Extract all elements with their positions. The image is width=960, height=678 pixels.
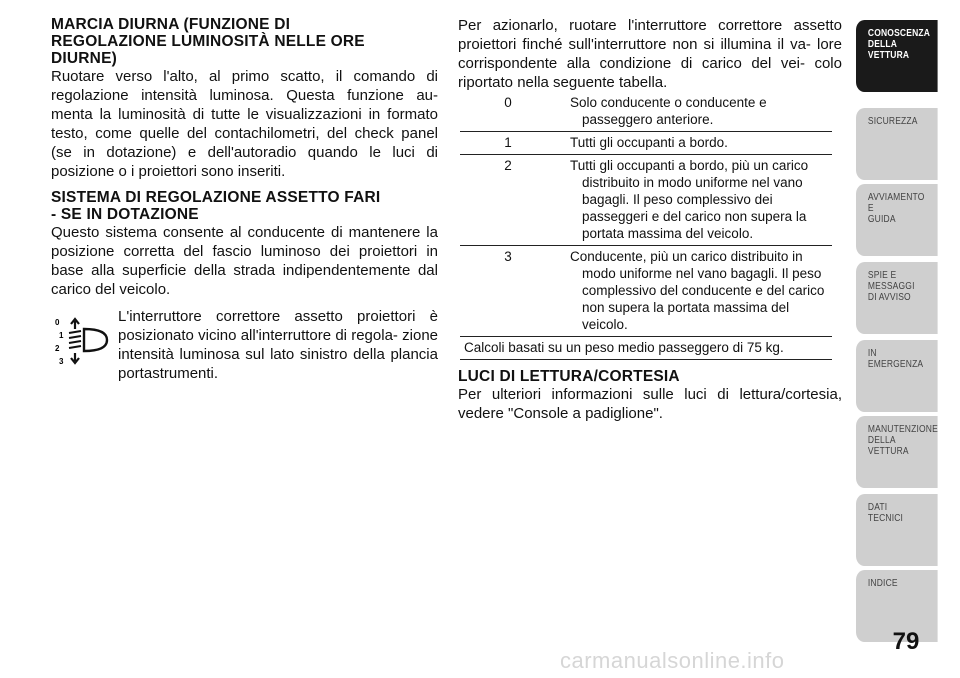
tab-label: VETTURA (867, 446, 909, 457)
leveling-switch-info (51, 307, 438, 383)
tab-label: MESSAGGI (867, 281, 915, 292)
table-cell-position: 0 (460, 92, 556, 132)
table-row (460, 155, 832, 246)
paragraph-daytime: Ruotare verso l'alto, al primo scatto, il comando di regolazione intensità luminosa. Questa funzione au- menta la luminosità di tutte le visualizzazioni in formato testo, come quelle del contachilometri, del check panel (se in dotazione) e dell'autoradio quando le luci di posizione o i proiettori sono inseriti. (51, 68, 438, 180)
table-cell-position: 1 (460, 132, 556, 155)
heading-line: REGOLAZIONE LUMINOSITÀ NELLE ORE (51, 33, 365, 50)
table-cell-text: Conducente, più un carico distribuito in modo uniforme nel vano bagagli. Il peso complessivo del conducente e del carico non supera la portata massima del veicolo. (570, 249, 825, 332)
table-cell-description (556, 92, 832, 132)
tab-conoscenza-della-vettura[interactable] (856, 20, 938, 92)
table-cell-text: Solo conducente o conducente e passeggero anteriore. (570, 95, 767, 127)
tab-manutenzione-della-vettura[interactable] (856, 416, 938, 488)
paragraph-switch-location: L'interruttore correttore assetto proiettori è posizionato vicino all'interruttore di regola- zione intensità luminosa sul lato sinistro della plancia portastrumenti. (118, 308, 438, 382)
tab-label: SICUREZZA (867, 116, 918, 127)
right-column (458, 16, 842, 423)
tab-sicurezza[interactable] (856, 108, 938, 180)
page-number: 79 (892, 628, 920, 655)
tab-label: IN (867, 348, 877, 359)
table-cell-description (556, 132, 832, 155)
table-cell-text: Tutti gli occupanti a bordo, più un carico distribuito in modo uniforme nel vano bagagli. Il peso complessivo dei passeggeri e del carico non supera la portata massima del veicolo. (570, 158, 809, 241)
headlamp-leveling-icon (51, 307, 118, 377)
table-row (460, 246, 832, 337)
table-row (460, 92, 832, 132)
icon-label: 0 (55, 318, 60, 327)
tab-label: DATI (867, 502, 888, 513)
tab-label: SPIE E (867, 270, 897, 281)
tab-label: INDICE (867, 578, 898, 589)
tab-label: MANUTENZIONE (867, 424, 938, 435)
heading-line: MARCIA DIURNA (FUNZIONE DI (51, 16, 291, 33)
paragraph-reading-lights: Per ulteriori informazioni sulle luci di lettura/cortesia, vedere "Console a padiglione". (458, 386, 842, 422)
tab-label: DI AVVISO (867, 292, 911, 303)
tab-label: VETTURA (867, 50, 910, 61)
table-cell-description (556, 246, 832, 337)
tab-label: E (867, 203, 874, 214)
tab-label: EMERGENZA (867, 359, 924, 370)
tab-label: DELLA (867, 39, 898, 50)
table-row (460, 132, 832, 155)
heading-line: - SE IN DOTAZIONE (51, 206, 199, 223)
tab-label: AVVIAMENTO (867, 192, 925, 203)
icon-label: 1 (59, 331, 64, 340)
tab-dati-tecnici[interactable] (856, 494, 938, 566)
watermark: carmanualsonline.info (560, 648, 785, 673)
table-cell-position: 2 (460, 155, 556, 246)
load-condition-table (460, 92, 832, 360)
section-heading-leveling (51, 189, 438, 223)
heading-line: SISTEMA DI REGOLAZIONE ASSETTO FARI (51, 189, 381, 206)
tab-label: CONOSCENZA (867, 28, 931, 39)
tab-label: TECNICI (867, 513, 904, 524)
left-column (51, 16, 438, 383)
icon-label: 2 (55, 344, 60, 353)
heading-line: DIURNE) (51, 50, 117, 67)
table-cell-text: Tutti gli occupanti a bordo. (570, 135, 728, 150)
paragraph-operation: Per azionarlo, ruotare l'interruttore correttore assetto proiettori finché sull'interruttore non si illumina il va- lore corrispondente alla condizione di carico del vei- colo riportato nella seguente tabella. (458, 17, 842, 91)
tab-label: GUIDA (867, 214, 896, 225)
paragraph-leveling: Questo sistema consente al conducente di mantenere la posizione corretta del fascio luminoso dei proiettori in base alla superficie della strada indipendentemente dal carico del veicolo. (51, 224, 438, 298)
table-cell-position: 3 (460, 246, 556, 337)
section-heading-daytime (51, 16, 438, 67)
table-note: Calcoli basati su un peso medio passeggero di 75 kg. (460, 337, 832, 360)
tab-avviamento-e-guida[interactable] (856, 184, 938, 256)
headlamp-leveling-graphic (51, 307, 118, 377)
tab-spie-e-messaggi[interactable] (856, 262, 938, 334)
table-cell-description (556, 155, 832, 246)
section-heading-reading-lights: LUCI DI LETTURA/CORTESIA (458, 368, 680, 385)
tab-label: DELLA (867, 435, 896, 446)
table-note-row (460, 337, 832, 360)
tab-in-emergenza[interactable] (856, 340, 938, 412)
icon-label: 3 (59, 357, 64, 366)
